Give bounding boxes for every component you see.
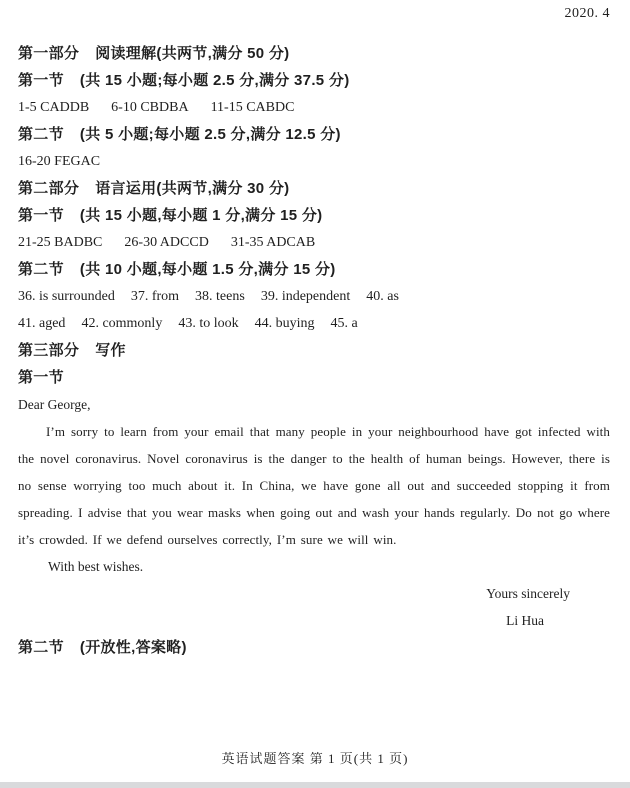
answer-item: 36. is surrounded bbox=[18, 289, 115, 304]
letter-signoff: Yours sincerely bbox=[486, 586, 570, 601]
part2-heading bbox=[18, 175, 610, 202]
part3-section1-heading bbox=[18, 364, 610, 391]
answer-key-content bbox=[18, 40, 610, 661]
exam-date: 2020. 4 bbox=[564, 6, 610, 21]
answer-item: 40. as bbox=[366, 289, 399, 304]
section-label: 第二节 bbox=[18, 126, 64, 143]
answer-item: 37. from bbox=[130, 289, 180, 304]
section-label: 第一节 bbox=[18, 207, 64, 224]
scan-edge-artifact bbox=[0, 782, 630, 788]
part3-heading bbox=[18, 337, 610, 364]
section-title: (共 15 小题,每小题 1 分,满分 15 分) bbox=[79, 207, 323, 224]
part-label: 第三部分 bbox=[18, 342, 80, 359]
section-label: 第二节 bbox=[18, 261, 64, 278]
answer-item: 43. to look bbox=[178, 316, 239, 331]
answer-group: 21-25 BADBC bbox=[18, 235, 103, 250]
answer-row-16-20 bbox=[18, 148, 610, 175]
part-title: 写作 bbox=[95, 342, 126, 359]
answer-row-36-40 bbox=[18, 283, 610, 310]
answer-group: 31-35 ADCAB bbox=[230, 235, 316, 250]
part1-section2-heading bbox=[18, 121, 610, 148]
answer-row-1-15 bbox=[18, 94, 610, 121]
section-label: 第一节 bbox=[18, 369, 64, 386]
page-footer: 英语试题答案 第 1 页(共 1 页) bbox=[221, 751, 409, 766]
answer-item: 44. buying bbox=[254, 316, 315, 331]
section-label: 第一节 bbox=[18, 72, 64, 89]
part2-section1-heading bbox=[18, 202, 610, 229]
letter-closing: With best wishes. bbox=[48, 559, 144, 574]
answer-group: 6-10 CBDBA bbox=[111, 100, 189, 115]
answer-item: 41. aged bbox=[18, 316, 66, 331]
answer-group: 1-5 CADDB bbox=[18, 100, 90, 115]
answer-item: 42. commonly bbox=[81, 316, 163, 331]
answer-item: 38. teens bbox=[195, 289, 245, 304]
letter-body: I’m sorry to learn from your email that many people in your neighbourhood have got infected with the novel coronavirus. Novel coronavirus is the danger to the health of human beings. However, there is no sense worrying too much about it. In China, we have gone all out and succeeded stopping it from spreading. I advise that you wear masks when going out and wash your hands regularly. Do not go where it’s crowded. If we defend ourselves correctly, I’m sure we will win. bbox=[18, 424, 610, 547]
section-label: 第二节 bbox=[18, 639, 64, 656]
part1-section1-heading bbox=[18, 67, 610, 94]
answer-group: 26-30 ADCCD bbox=[124, 235, 209, 250]
section-title: (开放性,答案略) bbox=[79, 639, 187, 656]
answer-row-41-45 bbox=[18, 310, 610, 337]
section-title: (共 10 小题,每小题 1.5 分,满分 15 分) bbox=[79, 261, 336, 278]
answer-row-21-35 bbox=[18, 229, 610, 256]
answer-group: 11-15 CABDC bbox=[210, 100, 295, 115]
part3-section2-heading bbox=[18, 634, 610, 661]
part2-section2-heading bbox=[18, 256, 610, 283]
part-title: 阅读理解(共两节,满分 50 分) bbox=[95, 45, 290, 62]
part-label: 第二部分 bbox=[18, 180, 80, 197]
section-title: (共 5 小题;每小题 2.5 分,满分 12.5 分) bbox=[79, 126, 341, 143]
answer-item: 39. independent bbox=[260, 289, 351, 304]
letter-signature: Li Hua bbox=[506, 613, 544, 628]
part1-heading bbox=[18, 40, 610, 67]
answer-item: 45. a bbox=[330, 316, 358, 331]
part-title: 语言运用(共两节,满分 30 分) bbox=[95, 180, 290, 197]
part-label: 第一部分 bbox=[18, 45, 80, 62]
section-title: (共 15 小题;每小题 2.5 分,满分 37.5 分) bbox=[79, 72, 350, 89]
answer-group: 16-20 FEGAC bbox=[18, 154, 101, 169]
letter-salutation: Dear George, bbox=[18, 397, 91, 412]
